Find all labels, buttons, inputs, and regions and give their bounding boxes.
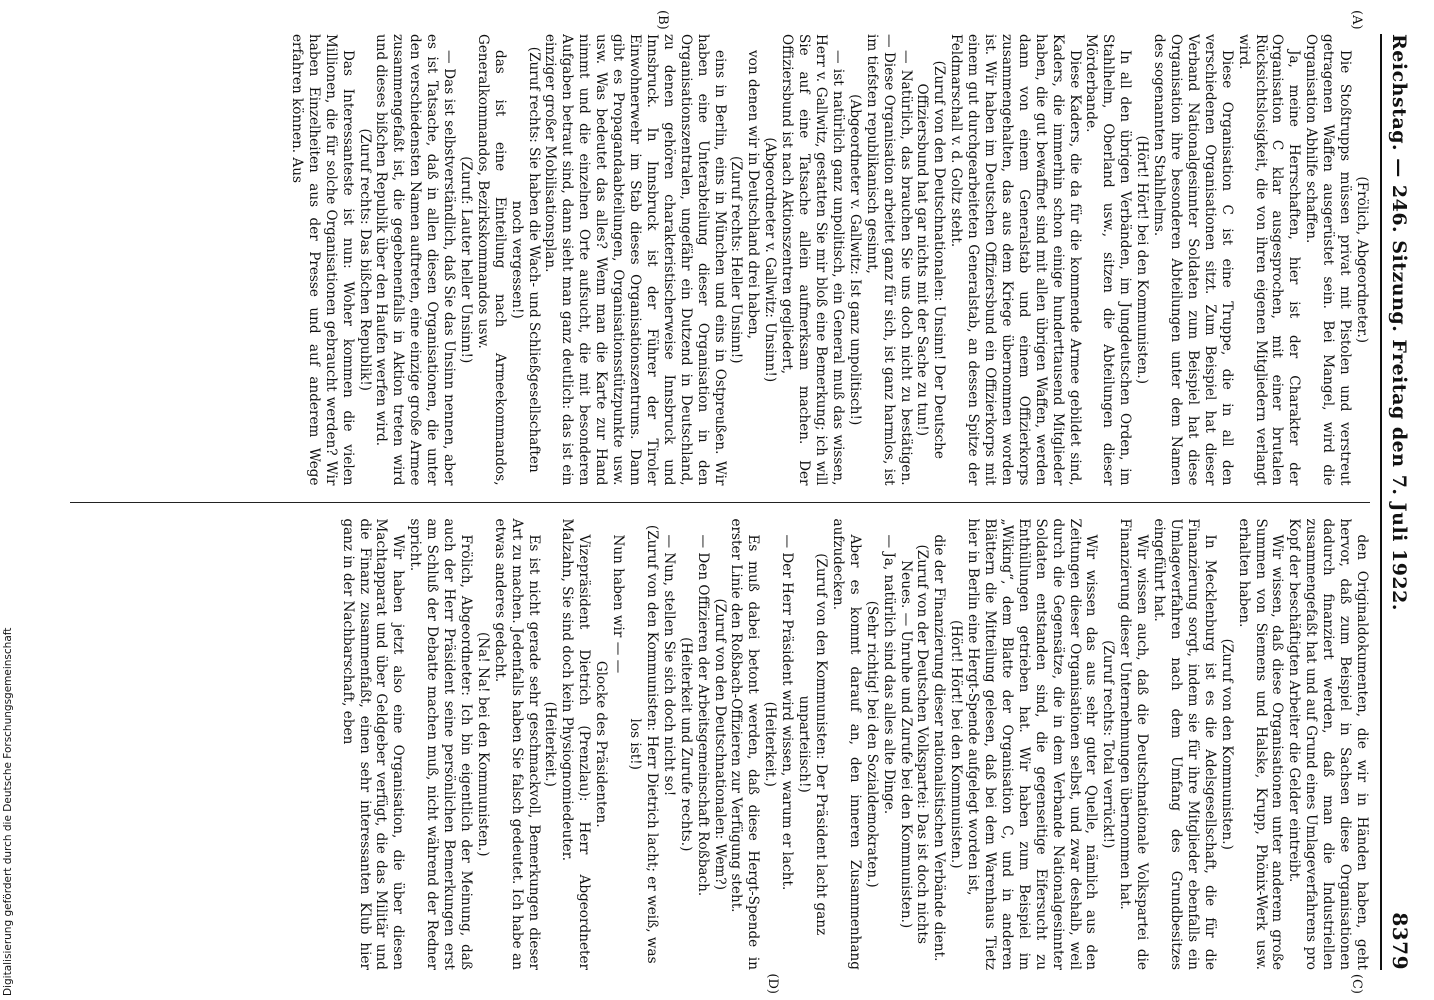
paragraph: (Heiterkeit und Zurufe rechts.)	[677, 637, 694, 852]
footer-credit: Digitalisierung gefördert durch die Deutsche Forschungsgemeinschaft	[2, 627, 14, 996]
paragraph: Wir wissen das aus sehr guter Quelle, nämlich aus den Zeitungen dieser Organisationen selbst, und zwar deshalb, weil durch die Gegensätze, die in dem Verbande Nationalgesinnter Soldaten entstanden sind, die gegenseitige Eifersucht zu Enthüllungen getrieben hat. Wir haben zum Beispiel im „Wiking“, dem Blatte der Organisation C, und in anderen Blättern die Mitteilung gelesen, daß bei dem Warenhaus Tietz hier in Berlin eine Hergt-Spende aufgelegt worden ist,	[965, 518, 1100, 970]
paragraph: — Das ist selbstverständlich, daß Sie das Unsinn nennen, aber es ist Tatsache, daß in allen diesen Organisationen, die unter den verschiedensten Namen auftreten, eine einzige große Armee zusammengefaßt ist, die gegebenenfalls in Aktion treten wird und dieses bißchen Republik über den Haufen werfen wird.	[373, 34, 458, 486]
paragraph: Wir wissen, daß diese Organisationen unter anderem große Summen von Siemens und Halske, Krupp, Phönix-Werk usw. erhalten haben.	[1235, 518, 1286, 970]
paragraph: (Heiterkeit.)	[542, 701, 559, 787]
header-title: Reichstag. — 246. Sitzung. Freitag den 7. Juli 1922.	[1388, 34, 1410, 611]
margin-marker-d: (D)	[765, 973, 780, 994]
paragraph: eins in Berlin, eins in München und eins in Ostpreußen. Wir haben eine Unterabteilung dieser Organisation in den Organisationszentralen, ungefähr ein Dutzend in Deutschland, zu denen gehören charakteristischerweise Innsbruck und Innsbruck. In Innsbruck ist der Führer der Tiroler Einwohnerwehr im Stab dieses Organisationszentrums. Dann gibt es Propagandaabteilungen, Organisationsstützpunkte usw. usw. Was bedeutet das alles? Wenn man die Karte zur Hand nimmt und die einzelnen Orte aufsucht, die mit besonderen Aufgaben betraut sind, dann sieht man ganz deutlich: das ist ein einziger großer Mobilisationsplan.	[542, 34, 728, 486]
paragraph: (Heiterkeit.)	[762, 701, 779, 787]
paragraph: Es muß dabei betont werden, daß diese Hergt-Spende in erster Linie den Roßbach-Offizieren zur Verfügung steht.	[728, 518, 762, 970]
paragraph: (Zuruf von den Kommunisten: Herr Dietrich lacht; er weiß, was los ist!)	[627, 524, 660, 964]
paragraph: Das Interessanteste ist nun: Woher kommen die vielen Millionen, die für solche Organisationen gebraucht werden? Wir haben Einzelheiten aus der Presse und auf anderem Wege erfahren können. Aus	[288, 34, 356, 486]
page-header	[1380, 34, 1412, 970]
paragraph: (Zuruf rechts: Das bißchen Republik!)	[356, 128, 373, 391]
paragraph: In all den übrigen Verbänden, im Jungdeutschen Orden, im Stahlhelm, Oberland usw., sitzen die Abteilungen dieser Mörderbande.	[1083, 34, 1134, 486]
paragraph: das ist eine Einteilung nach Armeekommandos, Generalkommandos, Bezirkskommandos usw.	[474, 34, 508, 486]
paragraph: — Den Offizieren der Arbeitsgemeinschaft Roßbach.	[694, 534, 711, 897]
paragraph: Wir wissen auch, daß die Deutschnationale Volkspartei die Finanzierung dieser Unternehmungen übernommen hat.	[1117, 518, 1151, 970]
paragraph: — Ja, natürlich sind das alles alte Dinge.	[880, 534, 897, 815]
paragraph: Ja, meine Herrschaften, hier ist der Charakter der Organisation C klar ausgesprochen, mit einer brutalen Rücksichtslosigkeit, die von ihren eigenen Mitgliedern verlangt wird.	[1235, 34, 1303, 486]
margin-marker-c: (C)	[1349, 973, 1364, 994]
paragraph: den Originaldokumenten, die wir in Händen haben, geht hervor, daß zum Beispiel in Sachsen diese Organisationen dadurch finanziert werden, daß man die Industriellen zusammengefaßt hat und auf Grund eines Umlageverfahrens pro Kopf der beschäftigten Arbeiter die Gelder eintreibt.	[1286, 518, 1370, 970]
paragraph: In Mecklenburg ist es die Adelsgesellschaft, die für die Finanzierung sorgt, indem sie für ihre Mitglieder ebenfalls ein Umlageverfahren nach dem Umfang des Grundbesitzes eingeführt hat.	[1151, 518, 1218, 970]
paragraph: (Abgeordneter v. Gallwitz: Unsinn!)	[762, 137, 779, 383]
paragraph: (Hört! Hört! bei den Kommunisten.)	[1134, 135, 1151, 385]
paragraph: (Zuruf: Lauter heller Unsinn!)	[457, 156, 474, 364]
paragraph: Aber es kommt darauf an, den inneren Zusammenhang aufzudecken.	[829, 518, 863, 970]
newspaper-page	[54, 0, 1434, 1000]
paragraph: — Natürlich, das brauchen Sie uns doch nicht zu bestätigen. — Diese Organisation arbeitet ganz für sich, ist ganz harmlos, ist im tiefsten republikanisch gesinnt,	[863, 34, 914, 486]
paragraph: (Zuruf rechts: Heller Unsinn!)	[728, 155, 745, 364]
paragraph: (Zuruf von der Deutschen Volkspartei: Das ist doch nichts Neues. — Unruhe und Zurufe bei den Kommunisten.)	[897, 544, 931, 944]
paragraph: — ist natürlich ganz unpolitisch, ein General muß das wissen, Herr v. Gallwitz, gestatten Sie mir bloß eine Bemerkung; ich will Sie auf eine Tatsache allein aufmerksam machen. Der Offiziersbund ist nach Aktionszentren gegliedert,	[779, 34, 846, 486]
paragraph: Diese Kaders, die da für die kommende Armee gebildet sind, Kaders, die immerhin schon einige hunderttausend Mitglieder haben, die gut bewaffnet sind mit allen übrigen Waffen, werden dann von einem Generalstab und einem Offizierkorps zusammengehalten, das aus dem Kriege übernommen worden ist. Wir haben im Deutschen Offiziersbund ein Offizierkorps mit einem gut durchgearbeiteten Generalstab, an dessen Spitze der Feldmarschall v. d. Goltz steht.	[948, 34, 1083, 486]
paragraph: (Sehr richtig! bei den Sozialdemokraten.)	[863, 600, 880, 888]
paragraph: Diese Organisation C ist eine Truppe, die in all den verschiedenen Organisationen sitzt. Zum Beispiel hat dieser Verband Nationalgesinnter Soldaten zum Beispiel hat diese Organisation ihre besonderen Abteilungen unter dem Namen des sogenannten Stahlhelms.	[1151, 34, 1235, 486]
paragraph: (Zuruf von den Deutschnationalen: Wem?)	[711, 598, 728, 890]
paragraph: Wir haben jetzt also eine Organisation, die über diesen Machtapparat und über Geldgeber verfügt, die das Militär und die Finanz zusammenfaßt, einen sehr interessanten Klub hier ganz in der Nachbarschaft, eben	[339, 518, 407, 970]
paragraph: Frölich, Abgeordneter: Ich bin eigentlich der Meinung, daß auch der Herr Präsident seine persönlichen Bemerkungen erst am Schluß der Debatte machen muß, nicht während der Redner spricht.	[407, 518, 474, 970]
paragraph: die der Finanzierung dieser nationalistischen Verbände dient.	[931, 534, 948, 962]
paragraph: (Zuruf von den Kommunisten.)	[1218, 638, 1235, 850]
paragraph: Die Stoßtrupps müssen privat mit Pistolen und verstreut getragenen Waffen ausgerüstet sein. Bei Mangel, wird die Organisation Abhilfe schaffen.	[1303, 34, 1354, 486]
paragraph: (Frölich, Abgeordneter.)	[1354, 176, 1370, 344]
paragraph: (Zuruf rechts: Total verrückt!)	[1100, 640, 1117, 849]
paragraph: (Hört! Hört! bei den Kommunisten.)	[948, 619, 965, 869]
margin-marker-a: (A)	[1349, 10, 1364, 30]
paragraph: — Nun, stellen Sie sich doch nicht so!	[660, 534, 677, 797]
paragraph: von denen wir in Deutschland drei haben,	[745, 50, 762, 340]
paragraph: Nun haben wir — —	[610, 534, 627, 674]
paragraph: (Zuruf von den Kommunisten: Der Präsident lacht ganz unparteiisch!)	[796, 553, 829, 936]
left-column	[80, 34, 1370, 486]
margin-marker-b: (B)	[655, 10, 670, 30]
paragraph: — Der Herr Präsident wird wissen, warum er lacht.	[779, 534, 796, 891]
paragraph: (Zuruf von den Deutschnationalen: Unsinn! Der Deutsche Offiziersbund hat gar nichts mit der Sache zu tun!)	[914, 60, 948, 459]
right-column	[80, 518, 1370, 970]
paragraph: Vizepräsident Dietrich (Prenzlau): Herr Abgeordneter Malzahn, Sie sind doch kein Physiognomiedeuter.	[559, 518, 593, 970]
paragraph: Es ist nicht gerade sehr geschmackvoll, Bemerkungen dieser Art zu machen. Jedenfalls haben Sie falsch gedeutet. Ich habe an etwas anderes gedacht.	[491, 518, 542, 970]
paragraph: (Abgeordneter v. Gallwitz: Ist ganz unpolitisch!)	[846, 94, 863, 426]
footer-credit-area	[2, 356, 16, 996]
column-divider	[70, 502, 1370, 503]
paragraph: (Zuruf rechts: Sie haben die Wach- und Schließgesellschaften noch vergessen!)	[508, 46, 542, 473]
paragraph: (Na! Na! bei den Kommunisten.)	[474, 631, 491, 857]
page-number: 8379	[1388, 912, 1412, 970]
text-columns	[70, 10, 1370, 994]
paragraph: Glocke des Präsidenten.	[593, 660, 610, 828]
